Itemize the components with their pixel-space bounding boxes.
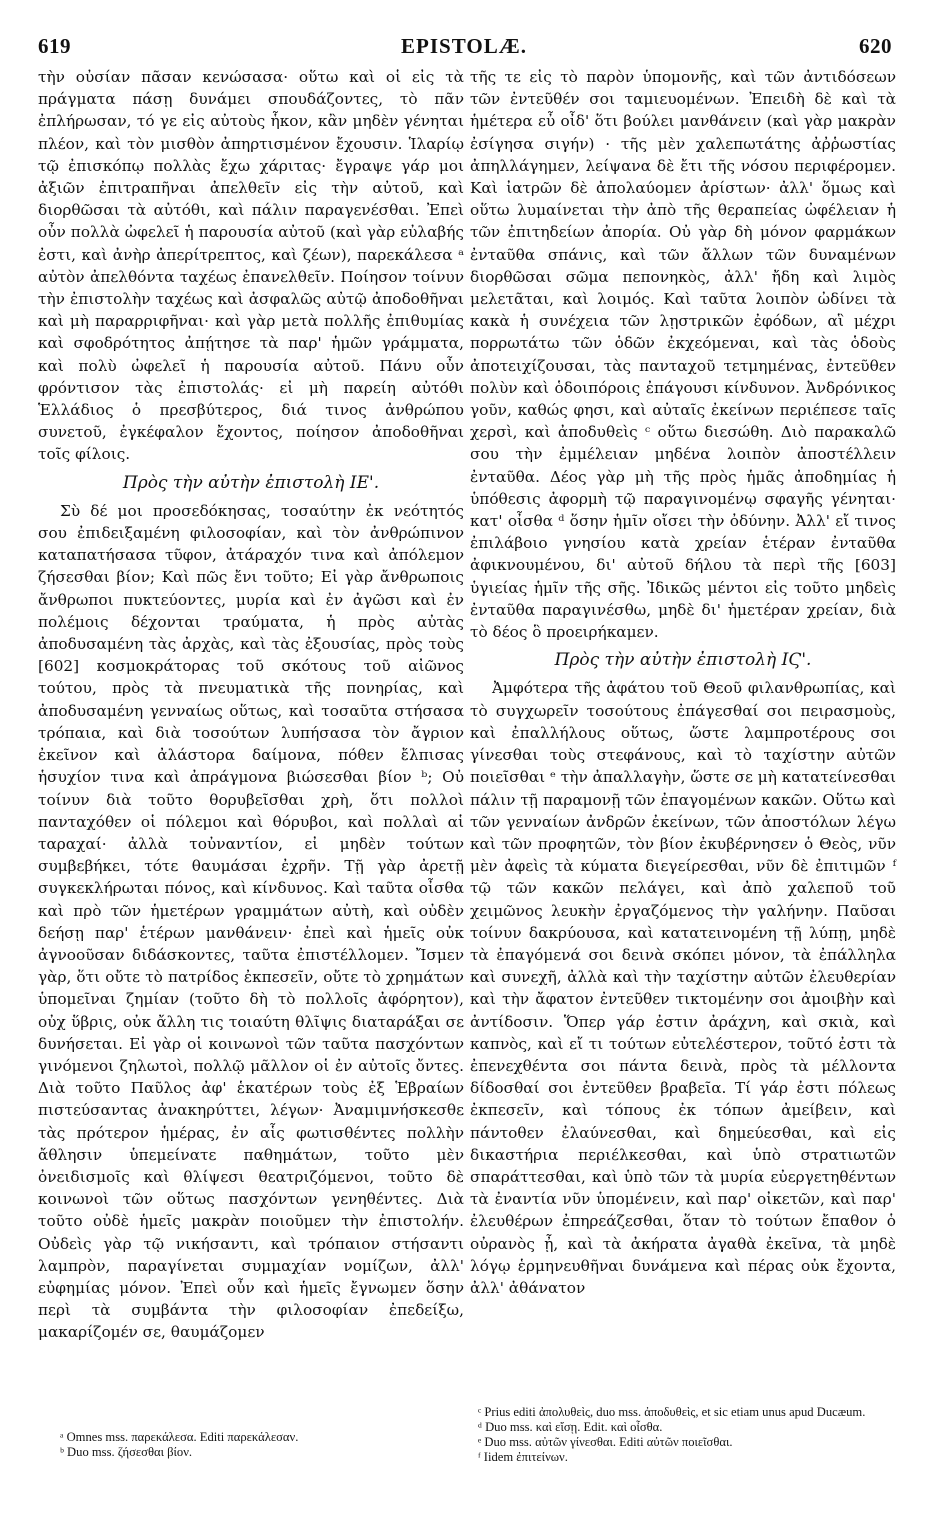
body-paragraph: τὴν οὐσίαν πᾶσαν κενώσασα· οὕτω καὶ οἱ εἰς τὰ πράγματα πάσῃ δυνάμει σπουδάζοντες, τὸ πᾶν ἐπλήρωσαν, τό γε εἰς αὐτοὺς ἧκον, κἂν μηδὲν γένηται πλέον, καὶ τὸν μισθὸν ἀπηρτισμένον ἔχουσιν. Ἱλαρίῳ τῷ ἐπισκόπῳ πολλὰς ἔχω χάριτας· ἔγραψε γάρ μοι ἀξιῶν ἐπιτραπῆναι ἀπελθεῖν εἰς τὴν αὐτοῦ, καὶ διορθῶσαι τὰ αὐτόθι, καὶ πάλιν παραγενέσθαι. Ἐπεὶ οὖν πολλὰ ὠφελεῖ ἡ παρουσία αὐτοῦ (καὶ γὰρ εὐλαβής ἐστι, καὶ ἀνὴρ ἀπερίτρεπτος, καὶ ζέων), παρεκάλεσα ᵃ αὐτὸν ἀπελθόντα ταχέως ἐπανελθεῖν. Ποίησον τοίνυν τὴν ἐπιστολὴν ταχέως καὶ ἀσφαλῶς αὐτῷ ἀποδοθῆναι καὶ μὴ παραρριφῆναι· καὶ γὰρ μετὰ πολλῆς ἐπιθυμίας καὶ σφοδρότητος ἀπῄτησε τὰ παρ' ἡμῶν γράμματα, καὶ πολὺ ὠφελεῖ ἡ παρουσία αὐτοῦ. Πάνυ οὖν φρόντισον τὰς ἐπιστολάς· εἰ μὴ παρείη αὐτόθι Ἑλλάδιος ὁ πρεσβύτερος, διά τινος ἀνθρώπου συνετοῦ, ἐγκέφαλον ἔχοντος, ποίησον ἀποδοθῆναι τοῖς φίλοις. xyxy=(38,68,464,464)
footnote: ᶠ Iidem ἐπιτείνων. xyxy=(478,1450,568,1464)
footnote: ᵇ Duo mss. ζήσεσθαι βίον. xyxy=(60,1445,193,1459)
footnote: ᵃ Omnes mss. παρεκάλεσα. Editi παρεκάλεσαν. xyxy=(60,1430,299,1444)
left-column xyxy=(38,66,464,1344)
footnote: ᵉ Duo mss. αὐτῶν γίνεσθαι. Editi αὐτῶν ποιεῖσθαι. xyxy=(478,1435,733,1449)
body-paragraph: Σὺ δέ μοι προσεδόκησας, τοσαύτην ἐκ νεότητός σου ἐπιδειξαμένη φιλοσοφίαν, καὶ τὸν ἀνθρώπινον καταπατήσασα τῦφον, ἀτάραχόν τινα καὶ ἀπόλεμον ζήσεσθαι βίον; Καὶ πῶς ἔνι τοῦτο; Εἰ γὰρ ἄνθρωποις ἄνθρωποι πυκτεύοντες, μυρία καὶ ἐν ἀγῶσι καὶ ἐν πολέμοις δέχονται τραύματα, ἡ πρὸς αὐτὰς ἀποδυσαμένη τὰς ἀρχὰς, καὶ τὰς ἐξουσίας, πρὸς τοὺς [602] κοσμοκράτορας τοῦ σκότους τοῦ αἰῶνος τούτου, πρὸς τὰ πνευματικὰ τῆς πονηρίας, καὶ ἀποδυσαμένη γενναίως οὕτως, καὶ τοσαῦτα στήσασα τρόπαια, καὶ διὰ τοσούτων λυπήσασα τὸν ἄγριον ἐκεῖνον καὶ ἀλάστορα δαίμονα, πόθεν ἔλπισας ἡσυχίον τινα καὶ ἀπράγμονα βιώσεσθαι βίον ᵇ; Οὐ τοίνυν διὰ τοῦτο θορυβεῖσθαι χρὴ, ὅτι πολλοὶ πανταχόθεν οἱ πόλεμοι καὶ θόρυβοι, καὶ πολλαὶ αἱ ταραχαί· ἀλλὰ τοὐναντίον, εἰ μηδὲν τούτων συμβεβήκει, τότε θαυμάσαι ἐχρῆν. Τῇ γὰρ ἀρετῇ συγκεκλήρωται πόνος, καὶ κίνδυνος. Καὶ ταῦτα οἶσθα καὶ πρὸ τῶν ἡμετέρων γραμμάτων αὐτὴ, καὶ οὐδὲν δεήσῃ παρ' ἑτέρων μανθάνειν· ἐπεὶ καὶ ἡμεῖς οὐκ ἀγνοοῦσαν διδάσκοντες, ταῦτα ἐπιστέλλομεν. Ἴσμεν γὰρ, ὅτι οὔτε τὸ πατρίδος ἐκπεσεῖν, οὔτε τὸ χρημάτων ὑπομεῖναι ζημίαν (τοῦτο δὴ τὸ πολλοῖς ἀφόρητον), οὐχ ὕβρις, οὐκ ἄλλη τις τοιαύτη θλῖψις διαταράξαι σε δυνήσεται. Εἰ γὰρ οἱ κοινωνοὶ τῶν ταῦτα πασχόντων γινόμενοι ζηλωτοὶ, πολλῷ μᾶλλον οἱ ἐν αὐτοῖς ὄντες. Διὰ τοῦτο Παῦλος ἀφ' ἑκατέρων τοὺς ἐξ Ἑβραίων πιστεύσαντας ἀνακηρύττει, λέγων· Ἀναμιμνήσκεσθε τὰς πρότερον ἡμέρας, ἐν αἷς φωτισθέντες πολλὴν ἄθλησιν ὑπεμείνατε παθημάτων, τοῦτο μὲν ὀνειδισμοῖς καὶ θλίψεσι θεατριζόμενοι, τοῦτο δὲ κοινωνοὶ τῶν οὕτως πασχόντων γενηθέντες. Διὰ τοῦτο οὐδὲ ἡμεῖς μακρὰν ποιοῦμεν τὴν ἐπιστολήν. Οὐδεὶς γὰρ τῷ νικήσαντι, καὶ τρόπαιον στήσαντι λαμπρὸν, παραγίνεται συμμαχίαν νομίζων, ἀλλ' εὐφημίας μόνον. Ἐπεὶ οὖν καὶ ἡμεῖς ἔγνωμεν ὅσην περὶ τὰ συμβάντα τὴν φιλοσοφίαν ἐπεδείξω, μακαρίζομέν σε, θαυμάζομεν xyxy=(38,501,464,1342)
running-title: EPISTOLÆ. xyxy=(401,34,527,58)
right-column xyxy=(470,66,896,1299)
page-number-right: 620 xyxy=(859,34,892,58)
letter-heading: Πρὸς τὴν αὐτὴν ἐπιστολὴ ΙΕ'. xyxy=(122,472,380,493)
footnote: ᵈ Duo mss. καὶ εἴσῃ. Edit. καὶ οἶσθα. xyxy=(478,1420,663,1434)
letter-heading: Πρὸς τὴν αὐτὴν ἐπιστολὴ ΙϚ'. xyxy=(554,650,812,671)
footnotes-right xyxy=(478,1405,898,1465)
footnotes-left xyxy=(60,1430,420,1460)
page-number-left: 619 xyxy=(38,34,71,58)
body-paragraph: Ἀμφότερα τῆς ἀφάτου τοῦ Θεοῦ φιλανθρωπίας, καὶ τὸ συγχωρεῖν τοσούτους ἐπάγεσθαί σοι πειρασμοὺς, καὶ ἐπαλλήλους οὕτως, ὥστε λαμπροτέρους σοι γίνεσθαι τοὺς στεφάνους, καὶ τὸ ταχίστην αὐτῶν ποιεῖσθαι ᵉ τὴν ἀπαλλαγὴν, ὥστε σε μὴ κατατείνεσθαι πάλιν τῇ παραμονῇ τῶν ἐπαγομένων κακῶν. Οὕτω καὶ τῶν γενναίων ἀνδρῶν ἐκείνων, τῶν ἀποστόλων λέγω καὶ τῶν προφητῶν, τὸν βίον ἐκυβέρνησεν ὁ Θεὸς, νῦν μὲν ἀφεὶς τὰ κύματα διεγείρεσθαι, νῦν δὲ ἐπιτιμῶν ᶠ τῷ τῶν κακῶν πελάγει, καὶ ἀπὸ χαλεποῦ τοῦ χειμῶνος λευκὴν ἐργαζόμενος τὴν γαλήνην. Παῦσαι τοίνυν δακρύουσα, καὶ κατατεινομένη τῇ λύπῃ, μηδὲ τὰ ἐπαγόμενά σοι δεινὰ σκόπει μόνον, τὰ ἐπάλληλα καὶ συνεχῆ, ἀλλὰ καὶ τὴν ταχίστην αὐτῶν ἐλευθερίαν καὶ τὴν ἄφατον ἐντεῦθεν τικτομένην σοι ἀμοιβὴν καὶ ἀντίδοσιν. Ὅπερ γάρ ἐστιν ἀράχνη, καὶ σκιὰ, καὶ καπνὸς, καὶ εἴ τι τούτων εὐτελέστερον, τοῦτό ἐστι τὰ ἐπενεχθέντα σοι πάντα δεινὰ, πρὸς τὰ μέλλοντα δίδοσθαί σοι ἐντεῦθεν βραβεῖα. Τί γάρ ἐστι πόλεως ἐκπεσεῖν, καὶ τόπους ἐκ τόπων ἀμείβειν, καὶ πάντοθεν ἐλαύνεσθαι, καὶ δημεύεσθαι, καὶ εἰς δικαστήρια περιέλκεσθαι, καὶ ὑπὸ στρατιωτῶν σπαράττεσθαι, καὶ ὑπὸ τῶν τὰ μυρία εὐεργετηθέντων τὰ ἐναντία νῦν ὑπομένειν, καὶ παρ' οἰκετῶν, καὶ παρ' ἐλευθέρων ἐπηρεάζεσθαι, ὅταν τὸ τούτων ἔπαθον ὁ οὐρανὸς ᾖ, καὶ τὰ ἀκήρατα ἀγαθὰ ἐκεῖνα, τὰ μηδὲ λόγῳ ἑρμηνευθῆναι δυνάμενα καὶ πέρας οὐκ ἔχοντα, ἀλλ' ἀθάνατον xyxy=(470,679,896,1297)
body-paragraph: τῆς τε εἰς τὸ παρὸν ὑπομονῆς, καὶ τῶν ἀντιδόσεων τῶν ἐντεῦθέν σοι ταμιευομένων. Ἐπειδὴ δὲ καὶ τὰ ἡμέτερα εὖ οἶδ' ὅτι βούλει μανθάνειν (καὶ γὰρ μακρὰν ἐσίγησα σιγήν) · τῆς μὲν χαλεπωτάτης ἀῤῥωστίας ἀπηλλάγημεν, λείψανα δὲ ἔτι τῆς νόσου περιφέρομεν. Καὶ ἰατρῶν δὲ ἀπολαύομεν ἀρίστων· ἀλλ' ὅμως καὶ οὕτω λυμαίνεται τὴν ἀπὸ τῆς θεραπείας ὠφέλειαν ἡ τῶν ἐπιτηδείων ἀπορία. Οὐ γὰρ δὴ μόνον φαρμάκων ἐνταῦθα σπάνις, καὶ τῶν ἄλλων τῶν δυναμένων διορθῶσαι σῶμα πεπονηκὸς, ἀλλ' ἤδη καὶ λιμὸς μελετᾶται, καὶ λοιμός. Καὶ ταῦτα λοιπὸν ὠδίνει τὰ κακὰ ἡ συνέχεια τῶν λῃστρικῶν ἐφόδων, αἳ μέχρι πορρωτάτω τῶν ὁδῶν ἐκχεόμεναι, καὶ τὰς ὁδοὺς ἀποτειχίζουσαι, τὰς πανταχοῦ τετμημένας, ἐντεῦθεν πολὺν καὶ ὁδοιπόροις ἐπάγουσι κίνδυνον. Ἀνδρόνικος γοῦν, καθώς φησι, καὶ αὐταῖς ἐκείνων περιέπεσε ταῖς χερσὶ, καὶ ἀποδυθεὶς ᶜ οὕτω διεσώθη. Διὸ παρακαλῶ σου τὴν ἐμμέλειαν μηδένα λοιπὸν ἀποστέλλειν ἐνταῦθα. Δέος γὰρ μὴ τῆς πρὸς ἡμᾶς ἀποδημίας ἡ ὑπόθεσις ἀφορμὴ τῷ παραγινομένῳ σφαγῆς γένηται· κατ' οἶσθα ᵈ ὅσην ἡμῖν οἴσει τὴν ὀδύνην. Ἀλλ' εἴ τινος ἐπιλάβοιο γνησίου κατὰ χρείαν ἑτέραν ἐνταῦθα ἀφικνουμένου, δι' αὐτοῦ δήλου τὰ περὶ τῆς [603] ὑγιείας ἡμῖν τῆς σῆς. Ἰδικῶς μέντοι εἰς τοῦτο μηδεὶς ἐνταῦθα παραγινέσθω, μηδὲ δι' ἡμετέραν χρείαν, διὰ τὸ δέος ὃ προειρήκαμεν. xyxy=(470,68,896,642)
footnote: ᶜ Prius editi ἀπολυθεὶς, duo mss. ἀποδυθεὶς, et sic etiam unus apud Ducæum. xyxy=(478,1405,866,1419)
